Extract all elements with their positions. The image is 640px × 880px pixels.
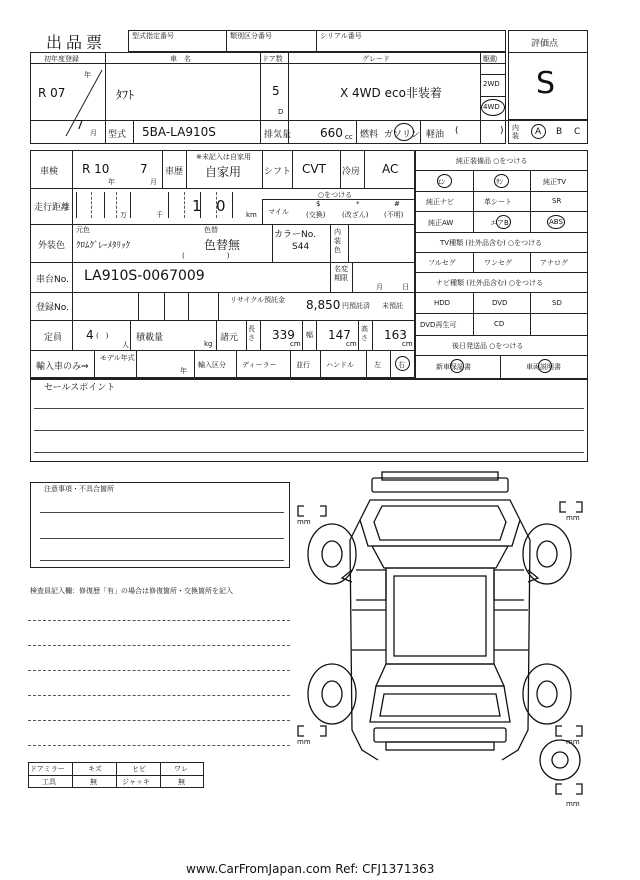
- capacity-unit: 人: [122, 341, 129, 349]
- inspection-value: R 10: [82, 162, 110, 176]
- capacity-label: 定員: [44, 333, 63, 343]
- capacity-paren: ( ): [96, 332, 109, 340]
- table-head-crack: ヒビ: [132, 765, 146, 773]
- width-cm: cm: [346, 340, 357, 348]
- exchange-a: $: [316, 200, 321, 208]
- doors-value: 5: [272, 84, 280, 98]
- chassis-label: 車台No.: [36, 275, 69, 285]
- ac-label: 冷房: [342, 167, 361, 177]
- recycle-label: リサイクル預託金: [230, 296, 286, 304]
- chassis-value: LA910S-0067009: [84, 268, 205, 284]
- category-no-label: 類別区分番号: [230, 32, 272, 40]
- car-damage-diagram: [290, 470, 590, 820]
- table-head-door-mirror: ドアミラー: [30, 765, 65, 773]
- nav-cd: CD: [494, 320, 505, 328]
- mileage-man: 万: [120, 211, 127, 219]
- later-manual: 車両説明書: [526, 363, 561, 371]
- width-value: 147: [328, 328, 351, 342]
- mileage-circle-note: ○をつける: [318, 191, 353, 199]
- handle-left: 左: [374, 361, 381, 369]
- year-unit: 年: [84, 71, 91, 79]
- shift-label: シフト: [264, 167, 292, 177]
- mm-front-right: mm: [566, 514, 580, 522]
- tv-oneseg: ワンセグ: [484, 259, 512, 267]
- exchange-option: (交換): [306, 211, 326, 219]
- light-oil-label: 軽油: [426, 130, 445, 140]
- insp-month-unit: 月: [150, 178, 157, 186]
- mileage-digits: [76, 192, 262, 220]
- equip-sun-circle: [494, 174, 509, 188]
- orig-color-label: 元色: [76, 226, 90, 234]
- roof: [386, 568, 494, 664]
- doors-label: ドア数: [262, 55, 283, 63]
- interior-b: B: [556, 127, 563, 137]
- inspection-label: 車検: [40, 167, 59, 177]
- paint-label: 色替: [204, 226, 218, 234]
- equip-leather: 革シート: [484, 198, 512, 206]
- mm-rear-right: mm: [566, 738, 580, 746]
- nav-dvd: DVD: [492, 299, 508, 307]
- width-label: 幅: [306, 331, 313, 339]
- name-change-deadline-label: 名変期限: [334, 265, 348, 282]
- windshield: [372, 546, 508, 568]
- not-deposited: 未預託: [382, 302, 403, 310]
- cc-unit: cc: [345, 133, 353, 141]
- drive-2wd: 2WD: [483, 80, 500, 88]
- id-number-box: [128, 30, 506, 52]
- unknown-option: (不明): [384, 211, 404, 219]
- nav-sd: SD: [552, 299, 562, 307]
- nav-dvd-playback: DVD再生可: [420, 321, 457, 329]
- history-note: ※未記入は自家用: [196, 153, 251, 161]
- fuel-label: 燃料: [360, 130, 379, 140]
- interior-a-circle: [531, 124, 546, 139]
- diagonal-divider: [64, 68, 104, 138]
- inspector-label: 検査員記入欄：修復歴「有」の場合は修復箇所・交換箇所を記入: [30, 587, 233, 595]
- interior-label: 内装: [512, 124, 519, 140]
- height-label: 高さ: [361, 325, 368, 342]
- table-tools-value: 無: [90, 778, 97, 786]
- table-head-scratch: キズ: [88, 765, 102, 773]
- mile-option: マイル: [268, 208, 289, 216]
- color-no-label: カラーNo.: [274, 230, 316, 240]
- sales-point-label: セールスポイント: [44, 383, 116, 393]
- paren-open: (: [455, 126, 459, 136]
- inspection-month: 7: [140, 162, 148, 176]
- wheel-rear-left: [308, 664, 356, 724]
- exterior-color-label: 外装色: [38, 241, 66, 251]
- parallel-option: 並行: [296, 361, 310, 369]
- mileage-unit: km: [246, 211, 257, 219]
- ac-value: AC: [382, 162, 399, 176]
- interior-a: A: [535, 127, 542, 137]
- recycle-value: 8,850: [306, 298, 341, 312]
- insp-year-unit: 年: [108, 178, 115, 186]
- wheel-front-left: [308, 524, 356, 584]
- deadline-day: 日: [402, 283, 409, 291]
- wheel-rear-right: [523, 664, 571, 724]
- length-label: 長さ: [248, 325, 255, 342]
- color-no-value: S44: [292, 242, 310, 252]
- month-unit: 月: [90, 129, 97, 137]
- gasoline-circle: [394, 123, 414, 141]
- handle-right-circle: [395, 356, 410, 371]
- car-name-label: 車 名: [170, 55, 191, 63]
- interior-color-label: 内装色: [334, 228, 341, 254]
- load-label: 積載量: [136, 333, 164, 343]
- manual-circle: [538, 359, 552, 373]
- tire-front-left-bracket: [298, 506, 326, 516]
- table-head-break: ワレ: [174, 765, 188, 773]
- equip-abs: ABS: [549, 218, 563, 226]
- equip-engine-starter: ｴﾝ: [438, 178, 445, 186]
- car-name-value: ﾀﾌﾄ: [116, 88, 135, 102]
- table-jack-label: ジャッキ: [122, 778, 150, 786]
- nav-hdd: HDD: [434, 299, 451, 307]
- first-reg-label: 初年度登録: [44, 55, 79, 63]
- model-value: 5BA-LA910S: [142, 125, 216, 139]
- watermark-text: www.CarFromJapan.com Ref: CFJ1371363: [186, 862, 435, 876]
- table-tools-label: 工具: [42, 778, 56, 786]
- tv-type-title: TV種類 (社外品含む) ○をつける: [440, 239, 543, 247]
- model-year-unit: 年: [180, 367, 187, 375]
- dims-label: 諸元: [220, 333, 239, 343]
- first-reg-era: R 07: [38, 86, 66, 100]
- mm-spare: mm: [566, 800, 580, 808]
- handle-label: ハンドル: [326, 361, 354, 369]
- interior-c: C: [574, 127, 581, 137]
- equip-sr: SR: [552, 197, 562, 205]
- score-label: 評価点: [531, 39, 559, 49]
- spare-tire-bracket: [556, 784, 582, 794]
- tire-rear-right-bracket: [556, 726, 582, 736]
- notes-label: 注意事項・不具合箇所: [44, 485, 114, 493]
- mileage-label: 走行距離: [34, 203, 71, 213]
- table-jack-value: 無: [178, 778, 185, 786]
- equip-abs-circle: [547, 215, 565, 229]
- spare-tire: [540, 740, 580, 780]
- warranty-circle: [450, 359, 464, 373]
- equipment-title: 純正装備品 ○をつける: [456, 157, 528, 165]
- dealer-option: ディーラー: [242, 361, 277, 369]
- mileage-sen: 千: [156, 211, 163, 219]
- equip-sunroof: ｻﾝ: [496, 178, 503, 186]
- equip-aw: 純正AW: [428, 219, 454, 227]
- tv-analog: アナログ: [540, 259, 568, 267]
- rear-glass: [376, 664, 504, 686]
- model-label: 型式: [108, 130, 127, 140]
- tire-rear-left-bracket: [298, 726, 326, 736]
- tamper-option: (改ざん): [342, 211, 369, 219]
- drive-4wd: 4WD: [483, 103, 500, 111]
- serial-no-label: シリアル番号: [320, 32, 362, 40]
- load-kg: kg: [204, 340, 213, 348]
- shift-value: CVT: [302, 162, 326, 176]
- equip-navi: 純正ナビ: [426, 198, 454, 206]
- import-category-label: 輸入区分: [198, 361, 226, 369]
- tamper-a: *: [356, 200, 360, 208]
- tv-fullseg: フルセグ: [428, 259, 456, 267]
- mileage-digit-2: 0: [216, 197, 226, 215]
- unknown-a: #: [394, 200, 400, 208]
- equip-airbag-circle: [496, 215, 511, 229]
- length-value: 339: [272, 328, 295, 342]
- model-year-label: モデル年式: [100, 354, 135, 362]
- type-no-label: 型式指定番号: [132, 32, 174, 40]
- nav-type-title: ナビ種類 (社外品含む) ○をつける: [436, 279, 544, 287]
- tire-front-right-bracket: [560, 502, 582, 512]
- paint-paren: ( ): [182, 252, 230, 260]
- fuel-gasoline: ガソリン: [384, 130, 421, 140]
- later-warranty: 新車保証書: [436, 363, 471, 371]
- mm-rear-left: mm: [297, 738, 311, 746]
- document-title: 出品票: [46, 33, 107, 52]
- history-value: 自家用: [205, 165, 242, 179]
- paren-close: ): [500, 126, 504, 136]
- displacement-label: 排気量: [264, 130, 292, 140]
- drive-4wd-circle: [481, 99, 505, 116]
- drive-label: 駆動: [483, 55, 497, 63]
- mm-front-left: mm: [297, 518, 311, 526]
- equip-airbag: エアB: [490, 219, 509, 227]
- history-label: 車歴: [165, 167, 184, 177]
- deadline-month: 月: [376, 283, 383, 291]
- capacity-value: 4: [86, 328, 94, 342]
- handle-right: 右: [398, 361, 405, 369]
- height-cm: cm: [402, 340, 413, 348]
- mileage-digit-1: 1: [192, 197, 202, 215]
- equip-tv: 純正TV: [543, 178, 567, 186]
- equip-engine-circle: [437, 174, 452, 188]
- notes-box: [30, 482, 290, 568]
- grade-value: X 4WD eco非装着: [340, 86, 442, 100]
- displacement-value: 660: [320, 126, 343, 140]
- later-items-title: 後日発送品 ○をつける: [452, 342, 524, 350]
- paint-value: 色替無: [204, 238, 241, 252]
- score-value: S: [536, 66, 556, 101]
- import-label: 輸入車のみ⇒: [36, 362, 89, 372]
- recycle-unit: 円預託済: [342, 302, 370, 310]
- first-reg-month: 7: [76, 118, 84, 132]
- hood: [360, 500, 520, 546]
- door-suffix: D: [278, 108, 284, 116]
- orig-color-value: ｸﾛﾑｸﾞﾚｰﾒﾀﾘｯｸ: [76, 241, 131, 251]
- registration-label: 登録No.: [36, 303, 69, 313]
- grade-label: グレード: [362, 55, 390, 63]
- height-value: 163: [384, 328, 407, 342]
- length-cm: cm: [290, 340, 301, 348]
